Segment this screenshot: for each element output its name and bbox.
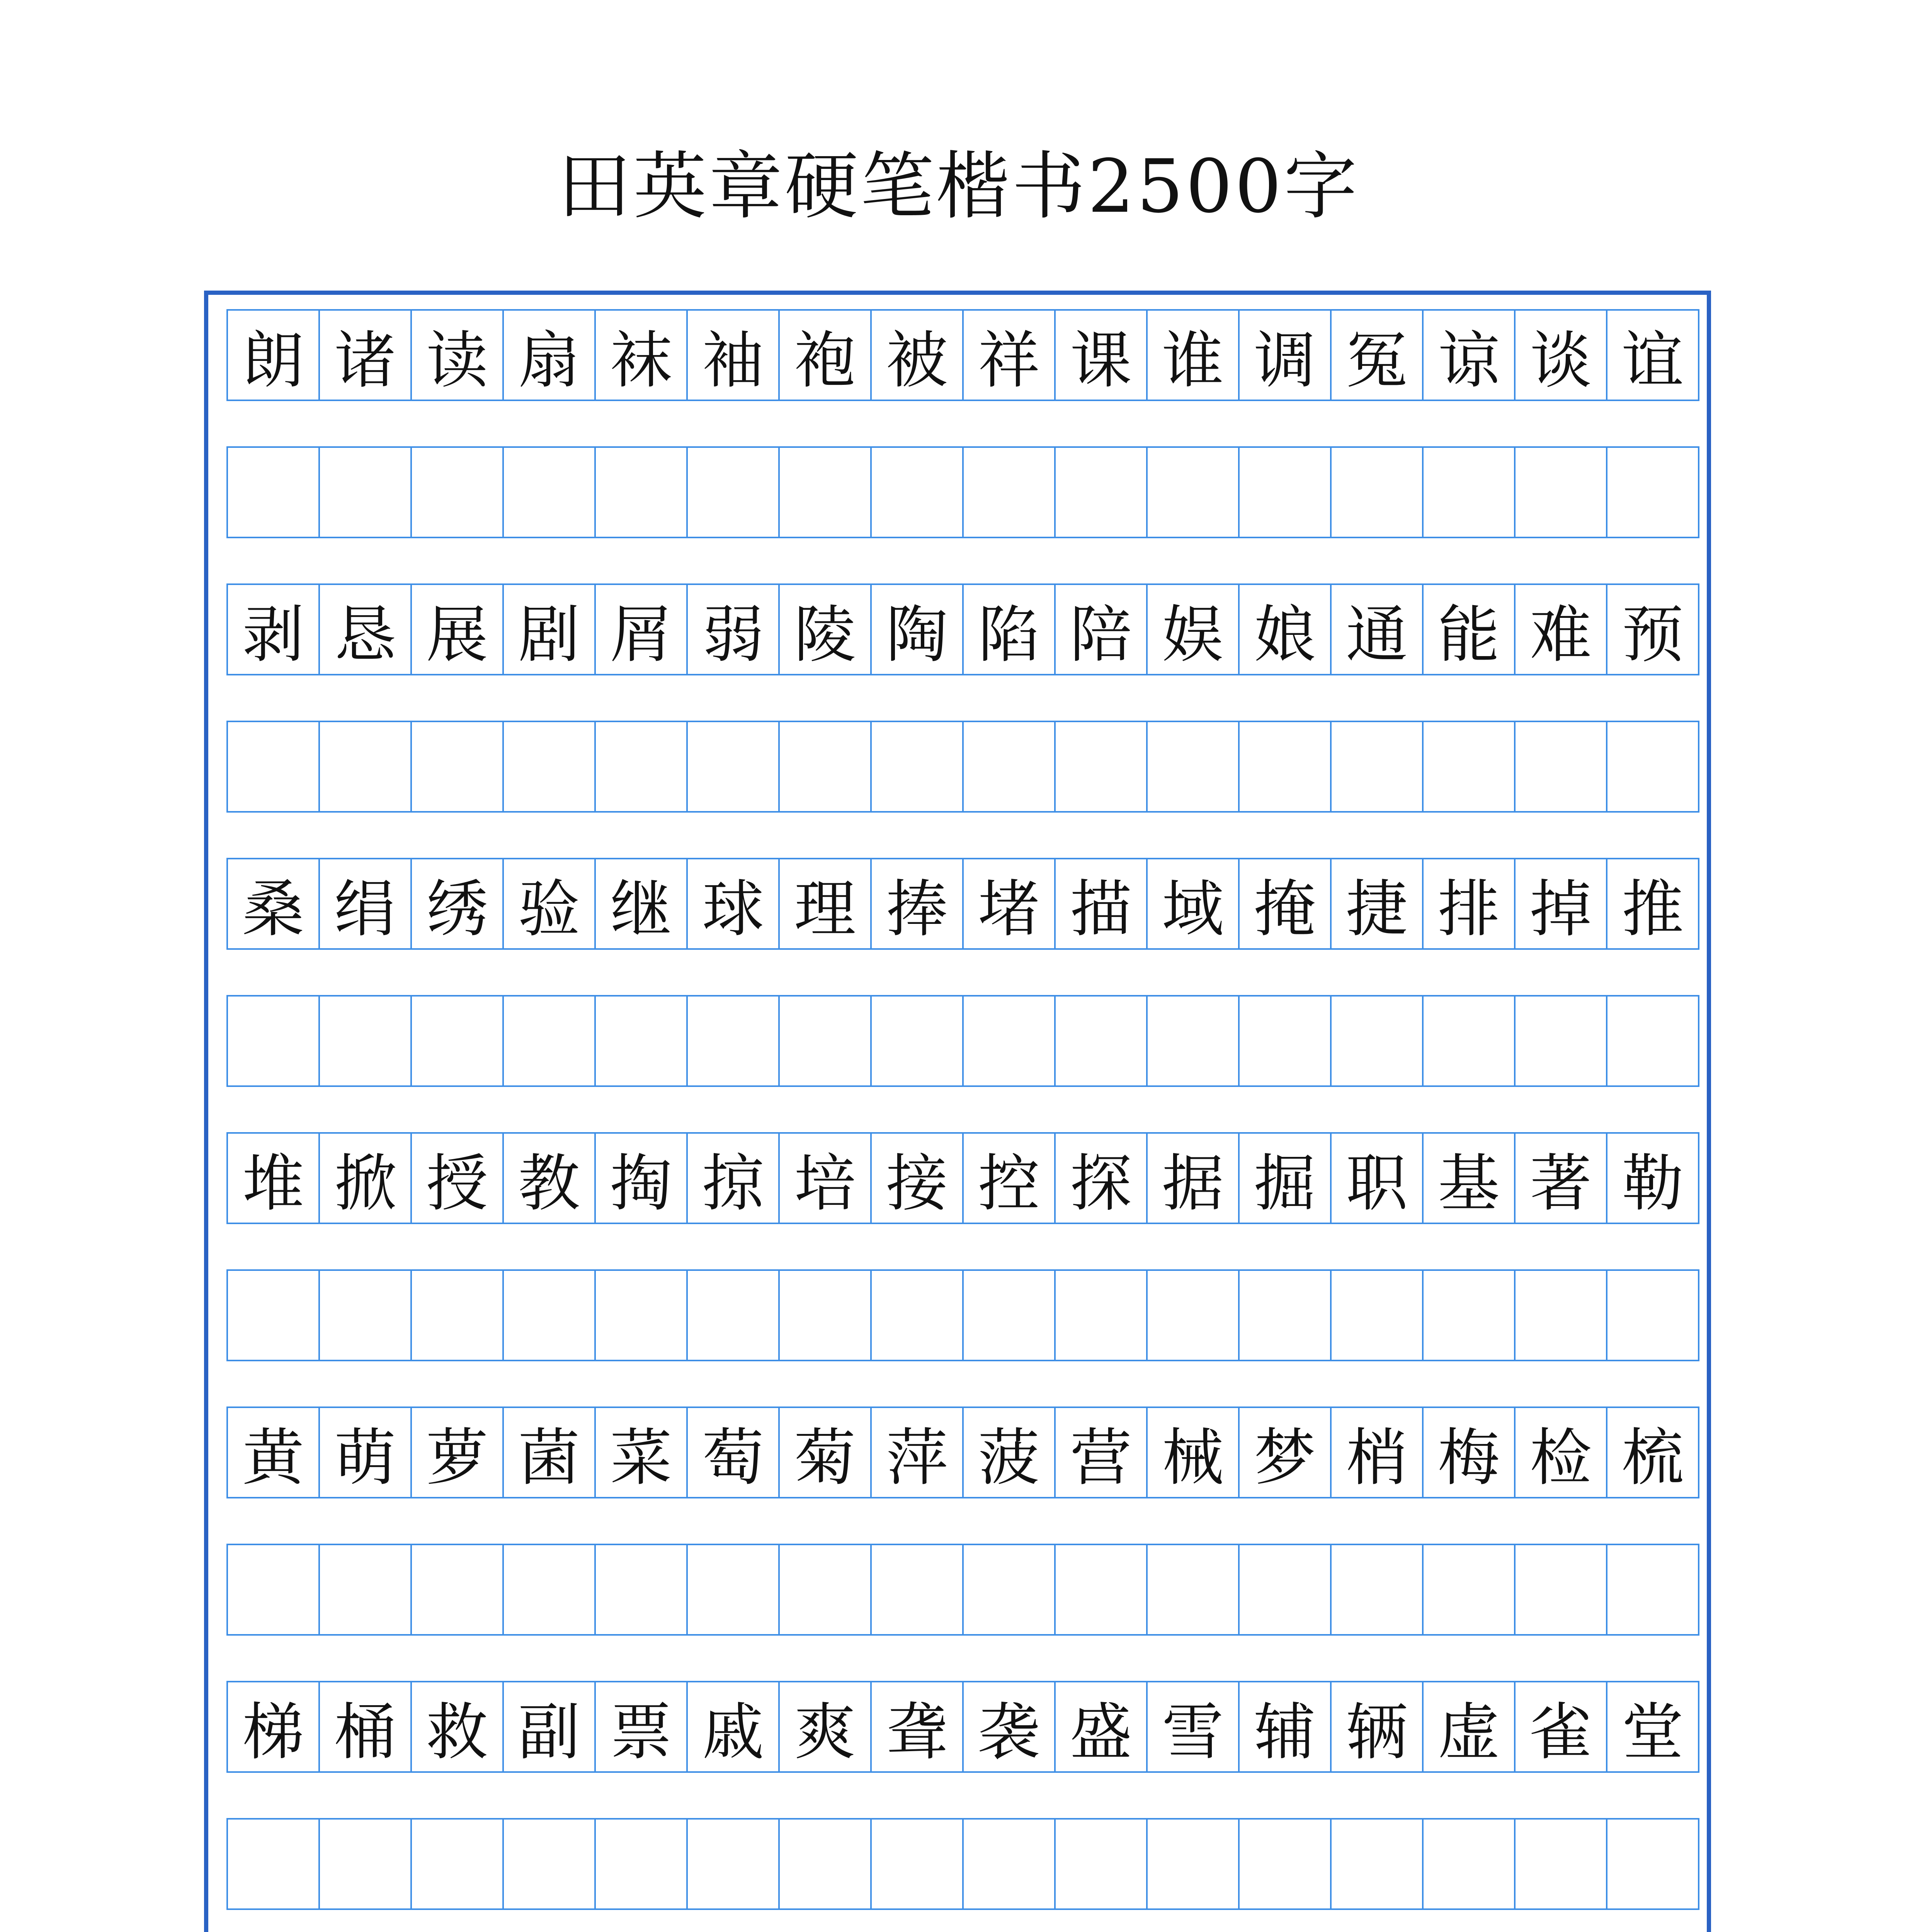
practice-cell[interactable] (410, 1545, 502, 1634)
character-cell: 袖 (686, 311, 778, 400)
practice-cell[interactable] (1514, 1545, 1606, 1634)
practice-cell[interactable] (1238, 448, 1330, 537)
character-cell: 被 (870, 311, 962, 400)
character-row (226, 1132, 1699, 1224)
character-cell: 梯 (242, 1696, 304, 1768)
practice-cell[interactable] (594, 1820, 686, 1908)
practice-cell[interactable] (1422, 722, 1514, 811)
character-cell: 娘 (1238, 585, 1330, 674)
practice-cell[interactable] (318, 722, 410, 811)
practice-cell[interactable] (1238, 997, 1330, 1085)
practice-cell[interactable] (1514, 1820, 1606, 1908)
character-cell: 副 (502, 1682, 594, 1771)
character-cell: 剥 (242, 599, 304, 671)
practice-cell[interactable] (1238, 1820, 1330, 1908)
page-title: 田英章硬笔楷书2500字 (557, 144, 1360, 229)
character-cell: 萝 (410, 1408, 502, 1497)
practice-cell[interactable] (1330, 448, 1422, 537)
character-cell: 票 (594, 1682, 686, 1771)
practice-row (226, 995, 1699, 1087)
practice-cell[interactable] (594, 1545, 686, 1634)
practice-row (226, 721, 1699, 813)
practice-cell[interactable] (962, 722, 1054, 811)
character-cell: 域 (1146, 859, 1238, 948)
character-cell: 械 (1146, 1408, 1238, 1497)
character-cell: 黄 (242, 1422, 304, 1494)
practice-cell[interactable] (1054, 722, 1146, 811)
practice-row (226, 1269, 1699, 1361)
practice-cell[interactable] (1514, 448, 1606, 537)
practice-cell[interactable] (1422, 1545, 1514, 1634)
character-cell: 验 (502, 859, 594, 948)
character-cell: 掉 (1514, 859, 1606, 948)
character-cell: 弱 (686, 585, 778, 674)
character-cell: 球 (686, 859, 778, 948)
character-cell: 桑 (242, 873, 304, 945)
practice-cell[interactable] (1422, 997, 1514, 1085)
character-cell: 雪 (1146, 1682, 1238, 1771)
character-cell: 通 (1330, 585, 1422, 674)
character-cell: 袜 (594, 311, 686, 400)
character-cell: 救 (410, 1682, 502, 1771)
practice-cell[interactable] (870, 722, 962, 811)
character-cell: 读 (410, 311, 502, 400)
practice-cell[interactable] (1606, 722, 1698, 811)
character-cell: 梦 (1238, 1408, 1330, 1497)
practice-cell[interactable] (778, 722, 870, 811)
character-cell: 掩 (1238, 859, 1330, 948)
practice-cell[interactable] (686, 1820, 778, 1908)
practice-cell[interactable] (318, 448, 410, 537)
character-cell: 课 (1054, 311, 1146, 400)
practice-cell[interactable] (318, 1820, 410, 1908)
practice-row (226, 1544, 1699, 1636)
character-row (226, 1406, 1699, 1498)
practice-cell[interactable] (1606, 997, 1698, 1085)
character-cell: 掘 (1238, 1134, 1330, 1223)
practice-cell[interactable] (1238, 1271, 1330, 1360)
character-cell: 授 (410, 1134, 502, 1223)
character-cell: 继 (594, 859, 686, 948)
character-cell: 虚 (1422, 1682, 1514, 1771)
character-cell: 理 (778, 859, 870, 948)
practice-cell[interactable] (228, 997, 318, 1085)
character-cell: 检 (1514, 1408, 1606, 1497)
practice-cell[interactable] (502, 722, 594, 811)
practice-cell[interactable] (686, 1271, 778, 1360)
practice-cell[interactable] (870, 1545, 962, 1634)
practice-cell[interactable] (228, 722, 318, 811)
practice-cell[interactable] (1606, 1271, 1698, 1360)
practice-cell[interactable] (502, 1271, 594, 1360)
practice-cell[interactable] (778, 448, 870, 537)
practice-cell[interactable] (778, 997, 870, 1085)
character-cell: 剧 (502, 585, 594, 674)
character-cell: 梅 (1422, 1408, 1514, 1497)
practice-cell[interactable] (1514, 997, 1606, 1085)
practice-cell[interactable] (870, 448, 962, 537)
character-cell: 绢 (318, 859, 410, 948)
character-cell: 恳 (318, 585, 410, 674)
practice-cell[interactable] (686, 1545, 778, 1634)
practice-cell[interactable] (410, 1820, 502, 1908)
practice-cell[interactable] (502, 448, 594, 537)
character-cell: 预 (1606, 585, 1698, 674)
practice-cell[interactable] (1054, 1820, 1146, 1908)
character-cell: 梢 (1330, 1408, 1422, 1497)
practice-cell[interactable] (318, 1271, 410, 1360)
character-cell: 扇 (502, 311, 594, 400)
character-cell: 掀 (318, 1134, 410, 1223)
practice-cell[interactable] (870, 997, 962, 1085)
character-cell: 营 (1054, 1408, 1146, 1497)
practice-cell[interactable] (686, 448, 778, 537)
character-cell: 菌 (502, 1408, 594, 1497)
character-cell: 排 (1422, 859, 1514, 948)
character-cell: 陪 (1054, 585, 1146, 674)
practice-cell[interactable] (1146, 1820, 1238, 1908)
practice-cell[interactable] (870, 1271, 962, 1360)
practice-cell[interactable] (410, 448, 502, 537)
practice-cell[interactable] (1146, 722, 1238, 811)
character-cell: 堂 (1606, 1682, 1698, 1771)
character-cell: 能 (1422, 585, 1514, 674)
character-cell: 诸 (318, 311, 410, 400)
character-cell: 谅 (1422, 311, 1514, 400)
practice-cell[interactable] (1422, 1820, 1514, 1908)
practice-cell[interactable] (1054, 448, 1146, 537)
character-cell: 桶 (318, 1682, 410, 1771)
practice-cell[interactable] (1146, 997, 1238, 1085)
character-cell: 谈 (1514, 311, 1606, 400)
character-cell: 难 (1514, 585, 1606, 674)
character-cell: 据 (1146, 1134, 1238, 1223)
practice-cell[interactable] (870, 1820, 962, 1908)
character-cell: 掠 (686, 1134, 778, 1223)
character-cell: 推 (1606, 859, 1698, 948)
character-cell: 陶 (870, 585, 962, 674)
character-cell: 描 (1054, 859, 1146, 948)
practice-cell[interactable] (962, 1820, 1054, 1908)
practice-cell[interactable] (410, 1271, 502, 1360)
character-cell: 屑 (594, 585, 686, 674)
character-cell: 菊 (778, 1408, 870, 1497)
character-cell: 探 (1054, 1134, 1146, 1223)
character-cell: 萍 (870, 1408, 962, 1497)
character-row (226, 858, 1699, 950)
practice-cell[interactable] (502, 1545, 594, 1634)
practice-cell[interactable] (318, 1545, 410, 1634)
practice-cell[interactable] (1146, 448, 1238, 537)
character-cell: 袍 (778, 311, 870, 400)
character-cell: 培 (778, 1134, 870, 1223)
character-cell: 萌 (318, 1408, 410, 1497)
practice-cell[interactable] (962, 448, 1054, 537)
practice-cell[interactable] (1606, 448, 1698, 537)
character-cell: 辅 (1238, 1682, 1330, 1771)
practice-cell[interactable] (228, 1545, 318, 1634)
character-cell: 展 (410, 585, 502, 674)
character-cell: 捷 (1330, 859, 1422, 948)
practice-cell[interactable] (1238, 722, 1330, 811)
character-cell: 谁 (1146, 311, 1238, 400)
practice-cell[interactable] (228, 1820, 318, 1908)
character-cell: 爽 (778, 1682, 870, 1771)
practice-cell[interactable] (1606, 1820, 1698, 1908)
practice-cell[interactable] (1054, 997, 1146, 1085)
practice-cell[interactable] (502, 997, 594, 1085)
character-cell: 娱 (1146, 585, 1238, 674)
practice-cell[interactable] (1330, 1271, 1422, 1360)
character-cell: 冤 (1330, 311, 1422, 400)
practice-cell[interactable] (1514, 1271, 1606, 1360)
practice-cell[interactable] (594, 997, 686, 1085)
practice-cell[interactable] (594, 1271, 686, 1360)
practice-cell[interactable] (1054, 1271, 1146, 1360)
character-cell: 朗 (242, 324, 304, 396)
character-cell: 萄 (686, 1408, 778, 1497)
character-cell: 接 (870, 1134, 962, 1223)
practice-cell[interactable] (686, 997, 778, 1085)
practice-cell[interactable] (778, 1271, 870, 1360)
character-cell: 勒 (1606, 1134, 1698, 1223)
practice-cell[interactable] (1330, 1545, 1422, 1634)
practice-cell[interactable] (1330, 1820, 1422, 1908)
character-cell: 祥 (962, 311, 1054, 400)
character-cell: 教 (502, 1134, 594, 1223)
character-cell: 堵 (962, 859, 1054, 948)
character-cell: 梳 (1606, 1408, 1698, 1497)
character-cell: 袭 (962, 1682, 1054, 1771)
practice-row (226, 446, 1699, 538)
character-cell: 控 (962, 1134, 1054, 1223)
character-row (226, 1681, 1699, 1773)
practice-cell[interactable] (1422, 1271, 1514, 1360)
practice-cell[interactable] (594, 722, 686, 811)
practice-cell[interactable] (228, 448, 318, 537)
practice-cell[interactable] (1146, 1271, 1238, 1360)
practice-cell[interactable] (1330, 997, 1422, 1085)
character-row (226, 583, 1699, 675)
character-cell: 盛 (1054, 1682, 1146, 1771)
practice-cell[interactable] (410, 722, 502, 811)
practice-cell[interactable] (778, 1545, 870, 1634)
character-cell: 戚 (686, 1682, 778, 1771)
character-cell: 著 (1514, 1134, 1606, 1223)
practice-cell[interactable] (1606, 1545, 1698, 1634)
character-cell: 捧 (870, 859, 962, 948)
character-cell: 堆 (242, 1147, 304, 1219)
character-cell: 谊 (1606, 311, 1698, 400)
practice-cell[interactable] (686, 722, 778, 811)
practice-cell[interactable] (1054, 1545, 1146, 1634)
practice-cell[interactable] (1238, 1545, 1330, 1634)
character-cell: 基 (1422, 1134, 1514, 1223)
practice-cell[interactable] (1422, 448, 1514, 537)
character-row (226, 309, 1699, 401)
character-cell: 陵 (778, 585, 870, 674)
practice-cell[interactable] (318, 997, 410, 1085)
practice-cell[interactable] (962, 1545, 1054, 1634)
practice-cell[interactable] (502, 1820, 594, 1908)
practice-cell[interactable] (1514, 722, 1606, 811)
character-cell: 掏 (594, 1134, 686, 1223)
character-cell: 菜 (594, 1408, 686, 1497)
practice-cell[interactable] (410, 997, 502, 1085)
practice-cell[interactable] (1330, 722, 1422, 811)
character-cell: 聋 (870, 1682, 962, 1771)
character-cell: 职 (1330, 1134, 1422, 1223)
character-cell: 调 (1238, 311, 1330, 400)
character-cell: 雀 (1514, 1682, 1606, 1771)
character-cell: 陷 (962, 585, 1054, 674)
practice-cell[interactable] (778, 1820, 870, 1908)
practice-cell[interactable] (1146, 1545, 1238, 1634)
practice-cell[interactable] (594, 448, 686, 537)
practice-cell[interactable] (962, 997, 1054, 1085)
practice-cell[interactable] (962, 1271, 1054, 1360)
character-cell: 绣 (410, 859, 502, 948)
character-cell: 菠 (962, 1408, 1054, 1497)
character-cell: 辆 (1330, 1682, 1422, 1771)
practice-cell[interactable] (228, 1271, 318, 1360)
practice-row (226, 1818, 1699, 1910)
